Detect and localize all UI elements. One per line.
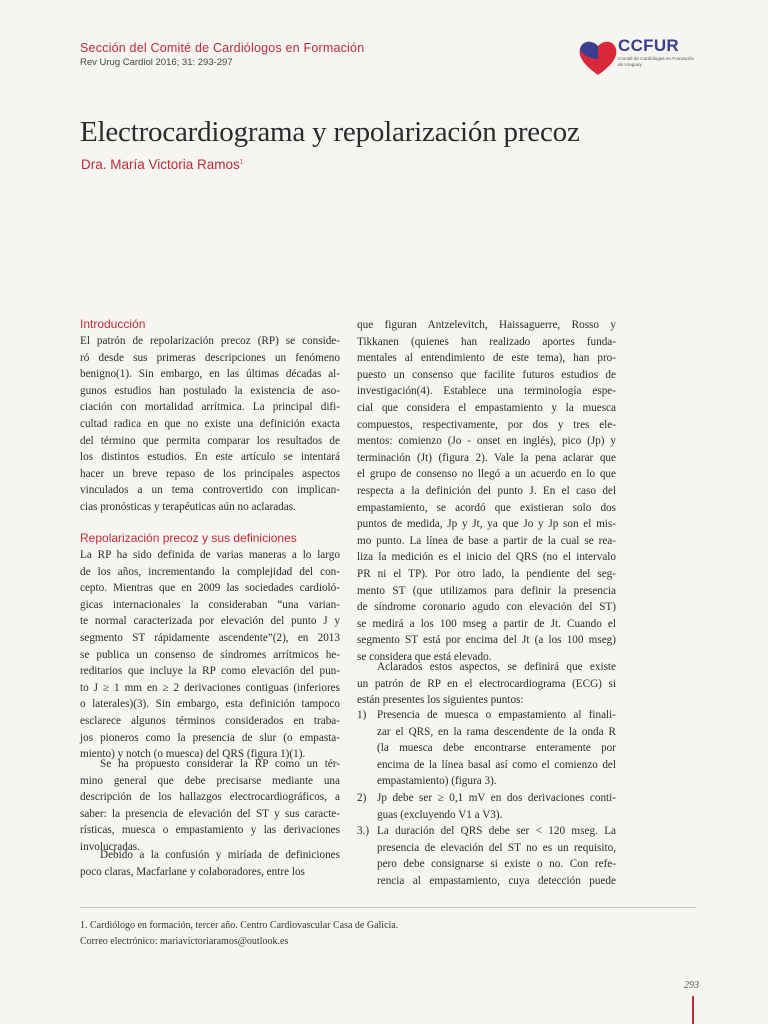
definitions-paragraph (80, 547, 340, 763)
text-line: se medirá a los 100 mseg a partir de Jt. Cuando el (357, 617, 616, 630)
definitions-heading: Repolarización precoz y sus definiciones (80, 531, 297, 545)
text-line: Aclarados estos aspectos, se definirá que existe (377, 661, 616, 673)
text-line: o laterales)(3). Sin embargo, esta definición tampoco (80, 698, 340, 711)
author-name: Dra. María Victoria Ramos$^1$ (81, 157, 244, 172)
text-line: del término que permita comparar los resultados de (80, 434, 340, 447)
text-line: que figuran Antzelevitch, Haissaguerre, Rosso y (357, 319, 616, 331)
text-line: hacer un breve repaso de los principales aspectos (80, 467, 340, 480)
text-line: gunos estudios han postulado la existencia de aso- (80, 384, 340, 397)
text-line: Debido a la confusión y miríada de definiciones (100, 849, 340, 861)
text-line: segmento ST rápidamente ascendente”(2), en 2013 (80, 631, 340, 644)
text-line: cultad radica en que no existe una definición exacta (80, 417, 340, 430)
text-line: puntos de medida, Jp y Jt, ya que Jo y Jp son el mis- (357, 518, 616, 531)
text-line: PR ni el TP). Por otro lado, la pendiente del seg- (357, 567, 616, 580)
text-line: mento ST (que utilizamos para definir la presencia (357, 584, 616, 597)
text-line: mo punto. La línea de base a partir de la cual se rea- (357, 534, 616, 547)
text-line: empastamiento) (figura 3). (377, 775, 497, 788)
text-line: puesto un consenso que facilite futuros estudios de (357, 368, 616, 381)
text-line: poco claras, Macfarlane y colaboradores, entre los (80, 865, 305, 878)
list-item-text (377, 707, 616, 790)
text-line: ró desde sus primeras descripciones un fenómeno (80, 351, 340, 364)
text-line: cial que considera el empastamiento y la muesca (357, 401, 616, 414)
list-item (357, 707, 616, 790)
text-line: Presencia de muesca o empastamiento al finali- (377, 709, 616, 721)
text-line: vinculados a un tema controvertido con implican- (80, 484, 340, 497)
text-line: encima de la línea basal así como el comienzo del (377, 758, 616, 771)
paragraph-proposal (80, 756, 340, 856)
list-item-number: 2) (357, 791, 367, 804)
text-line: Jp debe ser ≥ 0,1 mV en dos derivaciones conti- (377, 791, 616, 804)
list-item-number: 1) (357, 709, 367, 721)
text-line: La duración del QRS debe ser < 120 mseg. La (377, 825, 616, 838)
text-line: guas (excluyendo V1 a V3). (377, 808, 503, 821)
text-line: gicas internacionales la consideraban “una varian- (80, 598, 340, 611)
text-line: los distintos estudios. En este artículo se intentará (80, 451, 340, 464)
text-line: empastamiento, se acordó que existieran solo dos (357, 501, 616, 514)
text-line: un patrón de RP en el electrocardiograma (ECG) si (357, 677, 616, 690)
journal-reference: Rev Urug Cardiol 2016; 31: 293-297 (80, 57, 233, 68)
text-line: liza la medición es el inicio del QRS (no el intervalo (357, 551, 616, 564)
text-line: miento) y notch (o muesca) del QRS (figura 1)(1). (80, 748, 306, 761)
text-line: jos pioneros como la presencia de slur (o empasta- (80, 731, 340, 744)
text-line: benigno(1). Sin embargo, en las últimas décadas al- (80, 368, 340, 381)
text-line: compuestos, respectivamente, por dos y tres ele- (357, 418, 616, 431)
list-item (357, 790, 616, 823)
text-line: zar el QRS, en la rama descendente de la onda R (377, 725, 616, 738)
text-line: pero debe consignarse si existe o no. Con refe- (377, 858, 616, 871)
criteria-intro-paragraph (357, 659, 616, 709)
text-line: respecta a la definición del punto J. En el caso del (357, 484, 616, 497)
section-heading: Sección del Comité de Cardiólogos en Formación (80, 41, 365, 55)
text-line: to J ≥ 1 mm en ≥ 2 derivaciones contiguas (inferiores (80, 681, 340, 694)
text-line: rísticas, muesca o empastamiento y las derivaciones (80, 824, 340, 837)
logo-name: CCFUR (618, 36, 679, 55)
footnote: 1. Cardiólogo en formación, tercer año. Centro Cardiovascular Casa de Galicia. Correo electrónico: mariavictoriaramos@outlook.es (80, 918, 398, 949)
text-line: están presentes los siguientes puntos: (357, 694, 524, 707)
text-line: se considera que está elevado. (357, 650, 492, 663)
page-marker-bar (692, 996, 694, 1024)
text-line: cepto. Mientras que en 2009 las sociedades cardioló- (80, 582, 340, 595)
list-item (357, 823, 616, 889)
footnote-email: Correo electrónico: mariavictoriaramos@outlook.es (80, 935, 289, 947)
text-line: presencia de elevación del ST no es un requisito, (377, 841, 616, 854)
intro-paragraph (80, 333, 340, 516)
text-line: descripción de los hallazgos electrocardiográficos, a (80, 791, 340, 804)
intro-heading: Introducción (80, 317, 146, 331)
article-title: Electrocardiograma y repolarización precoz (80, 116, 580, 148)
text-line: mentales al entendimiento de este tema), han pro- (357, 352, 616, 365)
text-line: ciación con mortalidad arrítmica. La principal difi- (80, 401, 340, 414)
text-line: investigación(4). Establece una terminología espe- (357, 385, 616, 398)
text-line: (la muesca debe encontrarse enteramente por (377, 742, 616, 755)
text-line: se publica un consenso de síndromes arrítmicos he- (80, 648, 340, 661)
footnote-divider (80, 907, 696, 908)
consensus-paragraph (357, 317, 616, 665)
text-line: mino general que debe precisarse mediante una (80, 774, 340, 787)
text-line: reditarios que incluye la RP como elevación del pun- (80, 665, 340, 678)
text-line: terminación (Jt) (figura 2). Vale la pena aclarar que (357, 451, 616, 464)
text-line: de los años, incrementando la complejidad del con- (80, 565, 340, 578)
paragraph-confusion (80, 847, 340, 880)
text-line: El patrón de repolarización precoz (RP) se conside- (80, 335, 340, 347)
text-line: te normal caracterizada por elevación del punto J y (80, 615, 340, 628)
text-line: saber: la presencia de elevación del ST y sus caracte- (80, 807, 340, 820)
text-line: mentos: comienzo (Jo - onset en inglés), pico (Jp) y (357, 435, 616, 448)
text-line: Tikkanen (quienes han realizado aportes funda- (357, 335, 616, 348)
list-item-number: 3.) (357, 825, 370, 838)
text-line: La RP ha sido definida de varias maneras a lo largo (80, 549, 340, 561)
text-line: cias pronósticas y terapéuticas aún no aclaradas. (80, 500, 296, 513)
list-item-text (377, 823, 616, 889)
text-line: Se ha propuesto considerar la RP como un tér- (100, 758, 340, 770)
text-line: esclarece algunos términos considerados en traba- (80, 714, 340, 727)
text-line: involucradas. (80, 840, 140, 853)
text-line: rencia al empastamiento, cuya detección puede (377, 874, 616, 887)
list-item-text (377, 790, 616, 823)
text-line: segmento ST está por encima del Jt (a los 100 mseg) (357, 634, 616, 647)
text-line: el grupo de consenso no llegó a un acuerdo en lo que (357, 468, 616, 481)
criteria-list (357, 707, 616, 890)
logo-subtitle: Comité de Cardiólogos en Formación de Uruguay (618, 56, 695, 67)
text-line: de síndrome coronario agudo con elevación del ST) (357, 601, 616, 614)
page-number: 293 (684, 980, 699, 991)
